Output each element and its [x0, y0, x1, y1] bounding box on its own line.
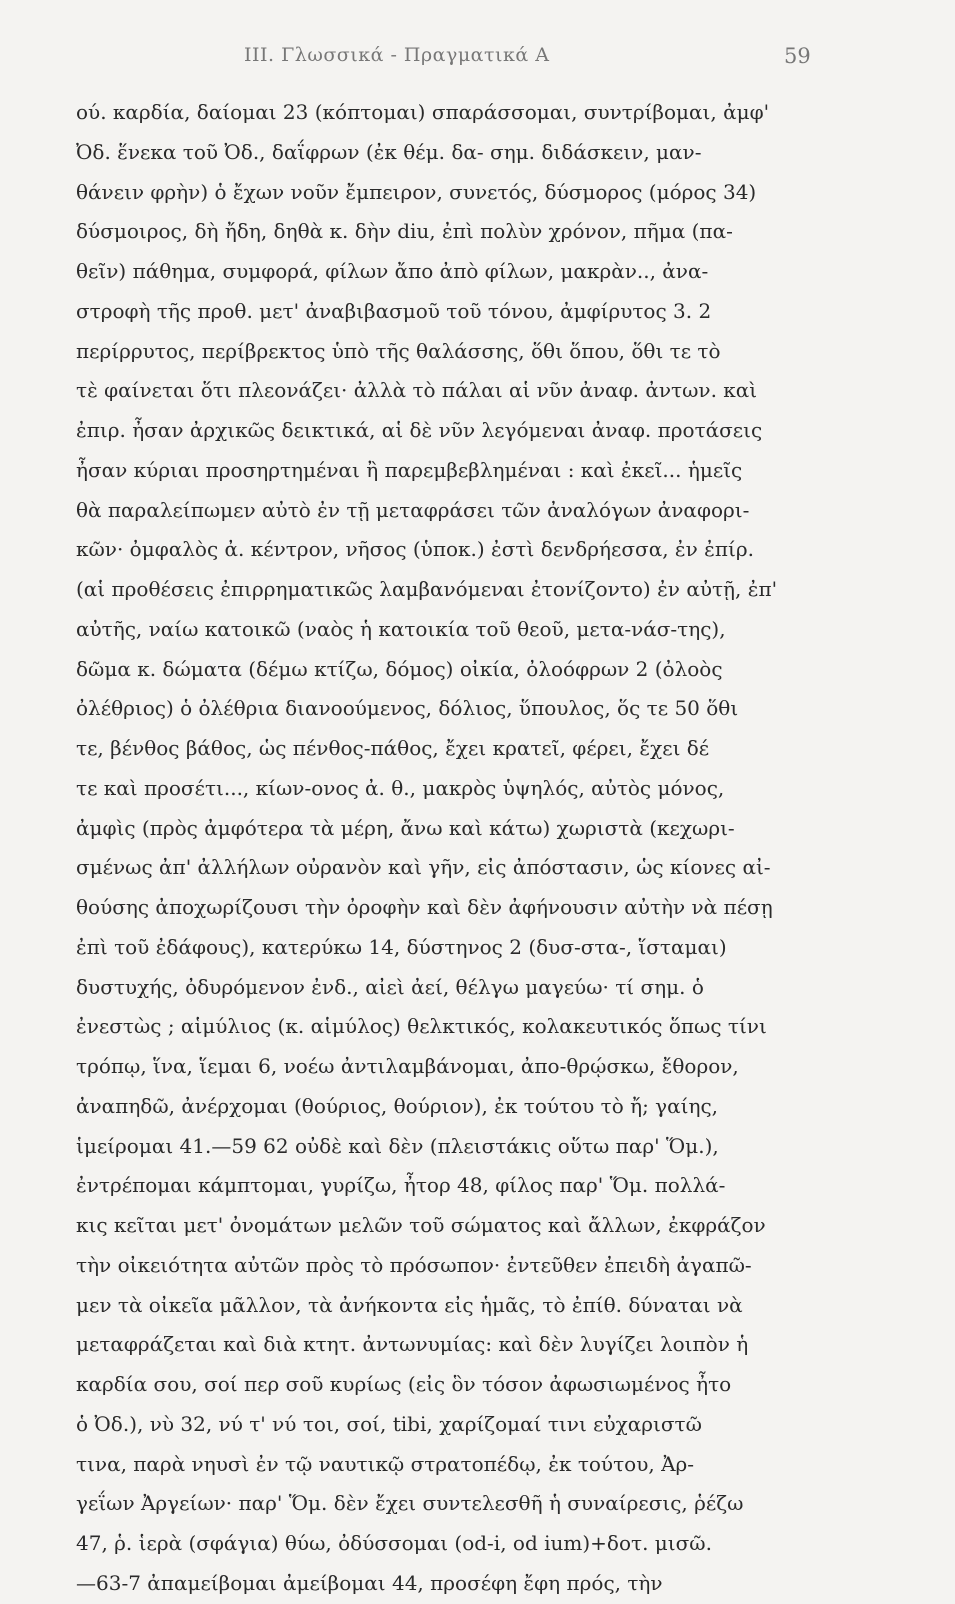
text-line: ἐνεστὼς ; αἱμύλιος (κ. αἱμύλος) θελκτικός, κολακευτικός ὅπως τίνι: [76, 1014, 767, 1039]
text-line: τινα, παρὰ νηυσὶ ἐν τῷ ναυτικῷ στρατοπέδῳ, ἐκ τούτου, Ἀρ-: [76, 1451, 695, 1476]
text-line: θούσης ἀποχωρίζουσι τὴν ὀροφὴν καὶ δὲν ἀφήνουσιν αὐτὴν νὰ πέσῃ: [76, 895, 773, 919]
text-line: μεν τὰ οἰκεῖα μᾶλλον, τὰ ἀνήκοντα εἰς ἡμᾶς, τὸ ἐπίθ. δύναται νὰ: [76, 1292, 743, 1317]
text-line: δῶμα κ. δώματα (δέμω κτίζω, δόμος) οἰκία, ὀλοόφρων 2 (ὀλοὸς: [76, 656, 723, 681]
text-line: ὁ Ὀδ.), νὺ 32, νύ τ' νύ τοι, σοί, tibi, χαρίζομαί τινι εὐχαριστῶ: [76, 1411, 702, 1436]
text-line: τε καὶ προσέτι..., κίων-ονος ἀ. θ., μακρὸς ὑψηλός, αὐτὸς μόνος,: [76, 775, 725, 800]
text-line: μεταφράζεται καὶ διὰ κτητ. ἀντωνυμίας: καὶ δὲν λυγίζει λοιπὸν ἡ: [76, 1332, 749, 1357]
text-line: κις κεῖται μετ' ὀνομάτων μελῶν τοῦ σώματος καὶ ἄλλων, ἐκφράζον: [76, 1213, 766, 1237]
page-number: 59: [784, 44, 811, 68]
text-line: σμένως ἀπ' ἀλλήλων οὐρανὸν καὶ γῆν, εἰς ἀπόστασιν, ὡς κίονες αἰ-: [76, 855, 771, 880]
text-line: τρόπῳ, ἵνα, ἵεμαι 6, νοέω ἀντιλαμβάνομαι, ἀπο-θρῴσκω, ἔθορον,: [76, 1054, 739, 1078]
text-line: —63-7 ἀπαμείβομαι ἀμείβομαι 44, προσέφη ἔφη πρός, τὴν: [76, 1570, 663, 1595]
text-line: ἐπιρ. ἦσαν ἀρχικῶς δεικτικά, αἱ δὲ νῦν λεγόμεναι ἀναφ. προτάσεις: [76, 418, 763, 442]
text-line: ἱμείρομαι 41.—59 62 οὐδὲ καὶ δὲν (πλειστάκις οὕτω παρ' Ὅμ.),: [76, 1133, 719, 1158]
text-line: ού. καρδία, δαίομαι 23 (κόπτομαι) σπαράσσομαι, συντρίβομαι, ἀμφ': [76, 100, 770, 124]
text-line: ἀναπηδῶ, ἀνέρχομαι (θούριος, θούριον), ἐκ τούτου τὸ ἤ; γαίης,: [76, 1093, 719, 1118]
text-line: δύσμοιρος, δὴ ἤδη, δηθὰ κ. δὴν diu, ἐπὶ πολὺν χρόνον, πῆμα (πα-: [76, 219, 733, 244]
text-line: ἦσαν κύριαι προσηρτημέναι ἢ παρεμβεβλημέναι : καὶ ἐκεῖ... ἡμεῖς: [76, 457, 743, 482]
text-line: καρδία σου, σοί περ σοῦ κυρίως (εἰς ὃν τόσον ἀφωσιωμένος ἦτο: [76, 1372, 732, 1396]
text-line: θὰ παραλείπωμεν αὐτὸ ἐν τῇ μεταφράσει τῶν ἀναλόγων ἀναφορι-: [76, 497, 750, 522]
text-line: ὀλέθριος) ὁ ὀλέθρια διανοούμενος, δόλιος, ὕπουλος, ὅς τε 50 ὅθι: [76, 696, 739, 721]
text-line: τε, βένθος βάθος, ὡς πένθος-πάθος, ἔχει κρατεῖ, φέρει, ἔχει δέ: [76, 736, 710, 760]
text-line: γεΐων Ἀργείων· παρ' Ὅμ. δὲν ἔχει συντελεσθῆ ἡ συναίρεσις, ῥέζω: [76, 1491, 744, 1516]
text-line: ἀμφὶς (πρὸς ἀμφότερα τὰ μέρη, ἄνω καὶ κάτω) χωριστὰ (κεχωρι-: [76, 815, 735, 840]
text-line: τὴν οἰκειότητα αὐτῶν πρὸς τὸ πρόσωπον· ἐντεῦθεν ἐπειδὴ ἀγαπῶ-: [76, 1252, 752, 1277]
text-line: 47, ῥ. ἱερὰ (σφάγια) θύω, ὀδύσσομαι (od-i, od ium)+δοτ. μισῶ.: [76, 1531, 712, 1555]
text-line: (αἱ προθέσεις ἐπιρρηματικῶς λαμβανόμεναι ἐτονίζοντο) ἐν αὐτῇ, ἐπ': [76, 577, 778, 601]
text-line: περίρρυτος, περίβρεκτος ὑπὸ τῆς θαλάσσης, ὅθι ὅπου, ὅθι τε τὸ: [76, 338, 721, 363]
text-line: στροφὴ τῆς προθ. μετ' ἀναβιβασμοῦ τοῦ τόνου, ἀμφίρυτος 3. 2: [76, 298, 712, 323]
text-line: κῶν· ὀμφαλὸς ἀ. κέντρον, νῆσος (ὑποκ.) ἐστὶ δενδρήεσσα, ἐν ἐπίρ.: [76, 537, 754, 562]
text-line: θεῖν) πάθημα, συμφορά, φίλων ἄπο ἀπὸ φίλων, μακρὰν.., ἀνα-: [76, 259, 709, 283]
body-text: [76, 93, 838, 1604]
text-line: αὐτῆς, ναίω κατοικῶ (ναὸς ἡ κατοικία τοῦ θεοῦ, μετα-νάσ-της),: [76, 616, 726, 641]
text-line: δυστυχής, ὀδυρόμενον ἐνδ., αἰεὶ ἀεί, θέλγω μαγεύω· τί σημ. ὁ: [76, 974, 704, 999]
text-line: ἐντρέπομαι κάμπτομαι, γυρίζω, ἦτορ 48, φίλος παρ' Ὅμ. πολλά-: [76, 1173, 726, 1198]
text-line: τὲ φαίνεται ὅτι πλεονάζει· ἀλλὰ τὸ πάλαι αἱ νῦν ἀναφ. ἀντων. καὶ: [76, 378, 758, 403]
running-header: ΙΙΙ. Γλωσσικά - Πραγματικά Α: [244, 44, 550, 66]
text-line: θάνειν φρὴν) ὁ ἔχων νοῦν ἔμπειρον, συνετός, δύσμορος (μόρος 34): [76, 179, 757, 204]
text-line: ἐπὶ τοῦ ἐδάφους), κατερύκω 14, δύστηνος 2 (δυσ-στα-, ἵσταμαι): [76, 934, 727, 959]
text-line: Ὀδ. ἕνεκα τοῦ Ὀδ., δαΐφρων (ἐκ θέμ. δα- σημ. διδάσκειν, μαν-: [76, 139, 702, 164]
